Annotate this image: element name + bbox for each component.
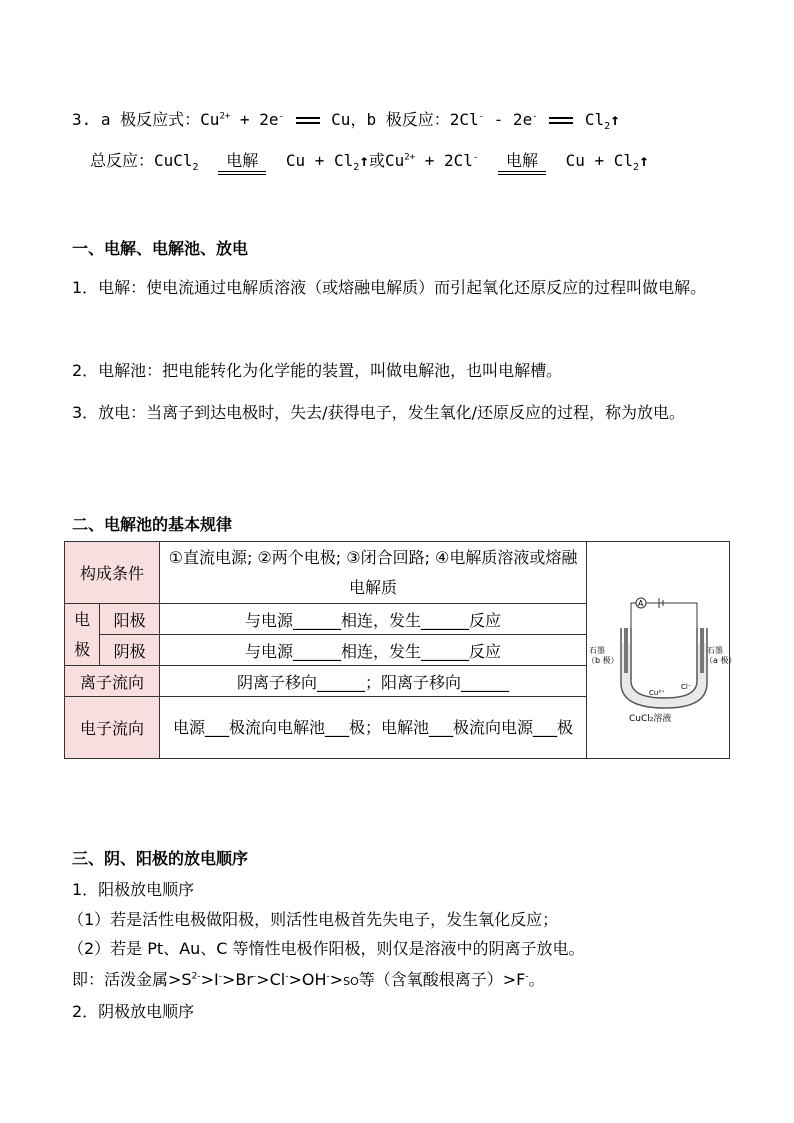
chlorine-product: Cl xyxy=(584,110,605,129)
order-bromide: >Br xyxy=(221,970,253,989)
subscript-2: 2 xyxy=(633,162,640,174)
b-electrode-label: Cu，b 极反应：2Cl xyxy=(331,110,479,129)
anode-rule-2: （2）若是 Pt、Au、C 等惰性电极作阳极，则仅是溶液中的阴离子放电。 xyxy=(68,939,585,958)
order-chloride: >Cl xyxy=(256,970,286,989)
item-number: 3. xyxy=(72,110,92,129)
electrode-reaction-line xyxy=(72,107,620,133)
s-charge: 2- xyxy=(191,971,201,982)
total-reaction-line xyxy=(90,148,649,175)
product-2: Cu + Cl xyxy=(565,151,634,170)
cathode-order-title: 2．阴极放电顺序 xyxy=(72,1002,195,1021)
subscript-2: 2 xyxy=(192,162,199,174)
order-prefix: 即：活泼金属>S xyxy=(72,970,192,989)
double-line xyxy=(218,171,266,175)
ion-flow-value: 阴离子移向______；阳离子移向______ xyxy=(160,666,587,697)
anode-order-title: 1．阳极放电顺序 xyxy=(72,880,195,899)
section1-title: 一、电解、电解池、放电 xyxy=(72,239,249,258)
chloride-ion: + 2Cl xyxy=(415,151,473,170)
f-charge: - xyxy=(525,971,529,982)
total-label: 总反应：CuCl xyxy=(90,151,193,170)
oh-charge: - xyxy=(326,971,330,982)
electron-charge: - xyxy=(278,111,284,122)
order-iodide: >I xyxy=(200,970,219,989)
order-tail: 等（含氧酸根离子）>F xyxy=(358,970,526,989)
electron-flow-label: 电子流向 xyxy=(65,697,160,759)
order-greater: > xyxy=(329,970,344,989)
electrolysis-condition-2 xyxy=(498,153,546,175)
a-electrode-label: a 极反应式：Cu xyxy=(100,110,220,129)
anode-label: 阳极 xyxy=(100,604,160,635)
product-1: Cu + Cl xyxy=(285,151,354,170)
cu-charge: 2+ xyxy=(404,152,416,163)
anode-rule-1: （1）若是活性电极做阳极，则活性电极首先失电子，发生氧化反应； xyxy=(68,910,559,929)
definition-electrolysis: 1．电解：使电流通过电解质溶液（或熔融电解质）而引起氧化还原反应的过程叫做电解。 xyxy=(72,278,707,297)
right-electrode-sub: （a 极） xyxy=(705,656,737,665)
right-electrode-label: 石墨 xyxy=(707,646,723,655)
subscript-2: 2 xyxy=(604,121,611,133)
condition-text: 电解 xyxy=(226,151,259,170)
conditions-label: 构成条件 xyxy=(65,542,160,604)
i-charge: - xyxy=(218,971,222,982)
br-charge: - xyxy=(252,971,257,982)
cu-ion-label: Cu²⁺ xyxy=(649,689,665,697)
section2-title: 二、电解池的基本规律 xyxy=(72,515,233,534)
cathode-value: 与电源______相连，发生______反应 xyxy=(160,635,587,666)
cu-charge: 2+ xyxy=(219,111,231,122)
cl-charge: - xyxy=(285,971,289,982)
definition-discharge: 3．放电：当离子到达电极时，失去/获得电子，发生氧化/还原反应的过程，称为放电。 xyxy=(72,403,685,422)
conditions-value: ①直流电源; ②两个电极; ③闭合回路; ④电解质溶液或熔融电解质 xyxy=(160,542,587,604)
cl-charge: - xyxy=(472,152,479,163)
condition-text: 电解 xyxy=(505,151,538,170)
double-line xyxy=(498,171,546,175)
b-electrons: - 2e xyxy=(484,110,533,129)
equals-sign-2 xyxy=(549,117,573,124)
gas-up-arrow-icon: ↑ xyxy=(639,151,649,170)
gas-up-arrow-icon: ↑ xyxy=(610,110,620,129)
electrolysis-condition xyxy=(218,153,266,175)
electron-charge-2: - xyxy=(532,111,538,122)
ammeter-label: A xyxy=(638,599,644,608)
left-electrode-sub: （b 极） xyxy=(587,656,619,665)
equals-sign xyxy=(296,117,320,124)
electrolysis-figure xyxy=(587,542,737,759)
section3-title: 三、阴、阳极的放电顺序 xyxy=(72,849,249,868)
order-hydroxide: >OH xyxy=(288,970,327,989)
ion-flow-label: 离子流向 xyxy=(65,666,160,697)
discharge-order xyxy=(72,966,545,995)
electron-flow-value: 电源___极流向电解池___极；电解池___极流向电源___极 xyxy=(160,697,587,759)
cl-charge: - xyxy=(478,111,485,122)
a-electrons: + 2e xyxy=(230,110,279,129)
anode-value: 与电源______相连，发生______反应 xyxy=(160,604,587,635)
cathode-label: 阴极 xyxy=(100,635,160,666)
u-tube-diagram xyxy=(587,573,737,724)
left-electrode-label: 石墨 xyxy=(589,646,605,655)
sulfate-ion: SO xyxy=(343,975,359,988)
definition-cell: 2．电解池：把电能转化为化学能的装置，叫做电解池，也叫电解槽。 xyxy=(72,361,563,380)
solution-caption: CuCl₂溶液 xyxy=(629,714,672,724)
left-electrode xyxy=(624,628,628,673)
subscript-2: 2 xyxy=(353,162,360,174)
gas-up-arrow-icon: ↑ xyxy=(359,151,369,170)
electrode-label xyxy=(65,604,100,666)
electrode-char-1: 电 xyxy=(74,609,91,629)
or-ion: 或Cu xyxy=(368,151,405,170)
right-electrode xyxy=(700,628,704,673)
electrode-char-2: 极 xyxy=(74,639,91,659)
period: 。 xyxy=(528,970,545,989)
cl-ion-label: Cl⁻ xyxy=(681,683,692,691)
rules-table xyxy=(64,541,737,759)
